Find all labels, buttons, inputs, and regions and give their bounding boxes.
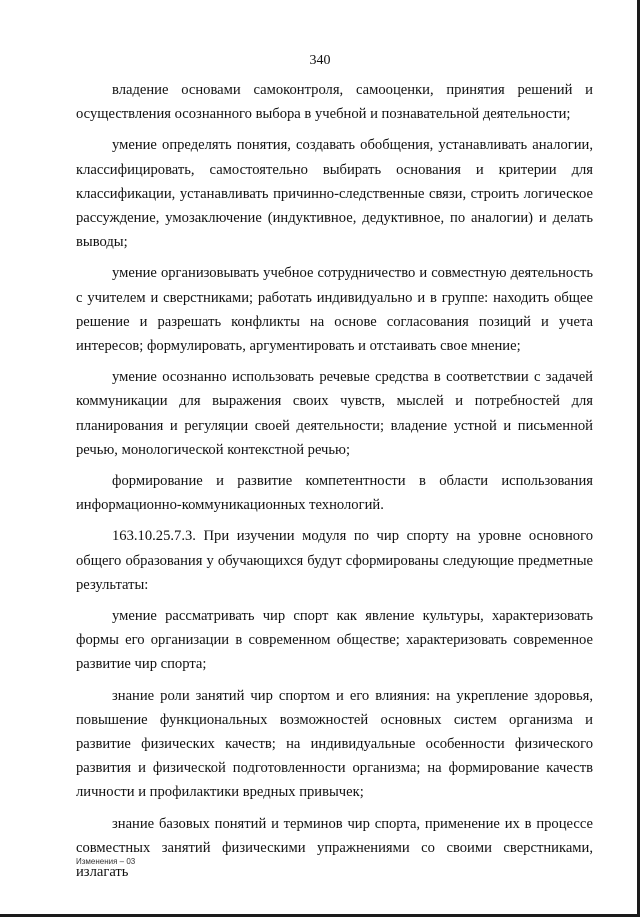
paragraph-cheer-health: знание роли занятий чир спортом и его влияния: на укрепление здоровья, повышение функциональных возможностей основных систем организма и развитие физических качеств; на индивидуальные особенности физического развития и физической подготовленности организма; на формирование качеств личности и профилактики вредных привычек;: [76, 687, 593, 801]
paragraph-cheer-terms: знание базовых понятий и терминов чир спорта, применение их в процессе совместных занятий физическими упражнениями со своими сверстниками, излагать: [76, 815, 593, 881]
paragraph-self-control: владение основами самоконтроля, самооценки, принятия решений и осуществления осознанного выбора в учебной и познавательной деятельности;: [76, 82, 593, 123]
paragraph-cheer-culture: умение рассматривать чир спорт как явление культуры, характеризовать формы его организации в современном обществе; характеризовать современное развитие чир спорта;: [76, 608, 593, 673]
paragraph-cooperation: умение организовывать учебное сотрудничество и совместную деятельность с учителем и сверстниками; работать индивидуально и в группе: находить общее решение и разрешать конфликты на основе согласования позиций и учета интересов; формулировать, аргументировать и отстаивать свое мнение;: [76, 265, 593, 355]
page-number: 340: [309, 53, 331, 68]
paragraph-concepts: умение определять понятия, создавать обобщения, устанавливать аналогии, классифицировать, самостоятельно выбирать основания и критерии для классификации, устанавливать причинно-следственные связи, строить логическое рассуждение, умозаключение (индуктивное, дедуктивное, по аналогии) и делать выводы;: [76, 137, 593, 251]
body-text: [76, 78, 593, 884]
paragraph-section-163: 163.10.25.7.3. При изучении модуля по чир спорту на уровне основного общего образования у обучающихся будут сформированы следующие предметные результаты:: [76, 528, 593, 593]
paragraph-speech: умение осознанно использовать речевые средства в соответствии с задачей коммуникации для выражения своих чувств, мыслей и потребностей для планирования и регуляции своей деятельности; владение устной и письменной речью, монологической контекстной речью;: [76, 369, 593, 458]
paragraph-ict: формирование и развитие компетентности в области использования информационно-коммуникационных технологий.: [76, 473, 593, 514]
revision-footer: Изменения – 03: [76, 857, 136, 866]
